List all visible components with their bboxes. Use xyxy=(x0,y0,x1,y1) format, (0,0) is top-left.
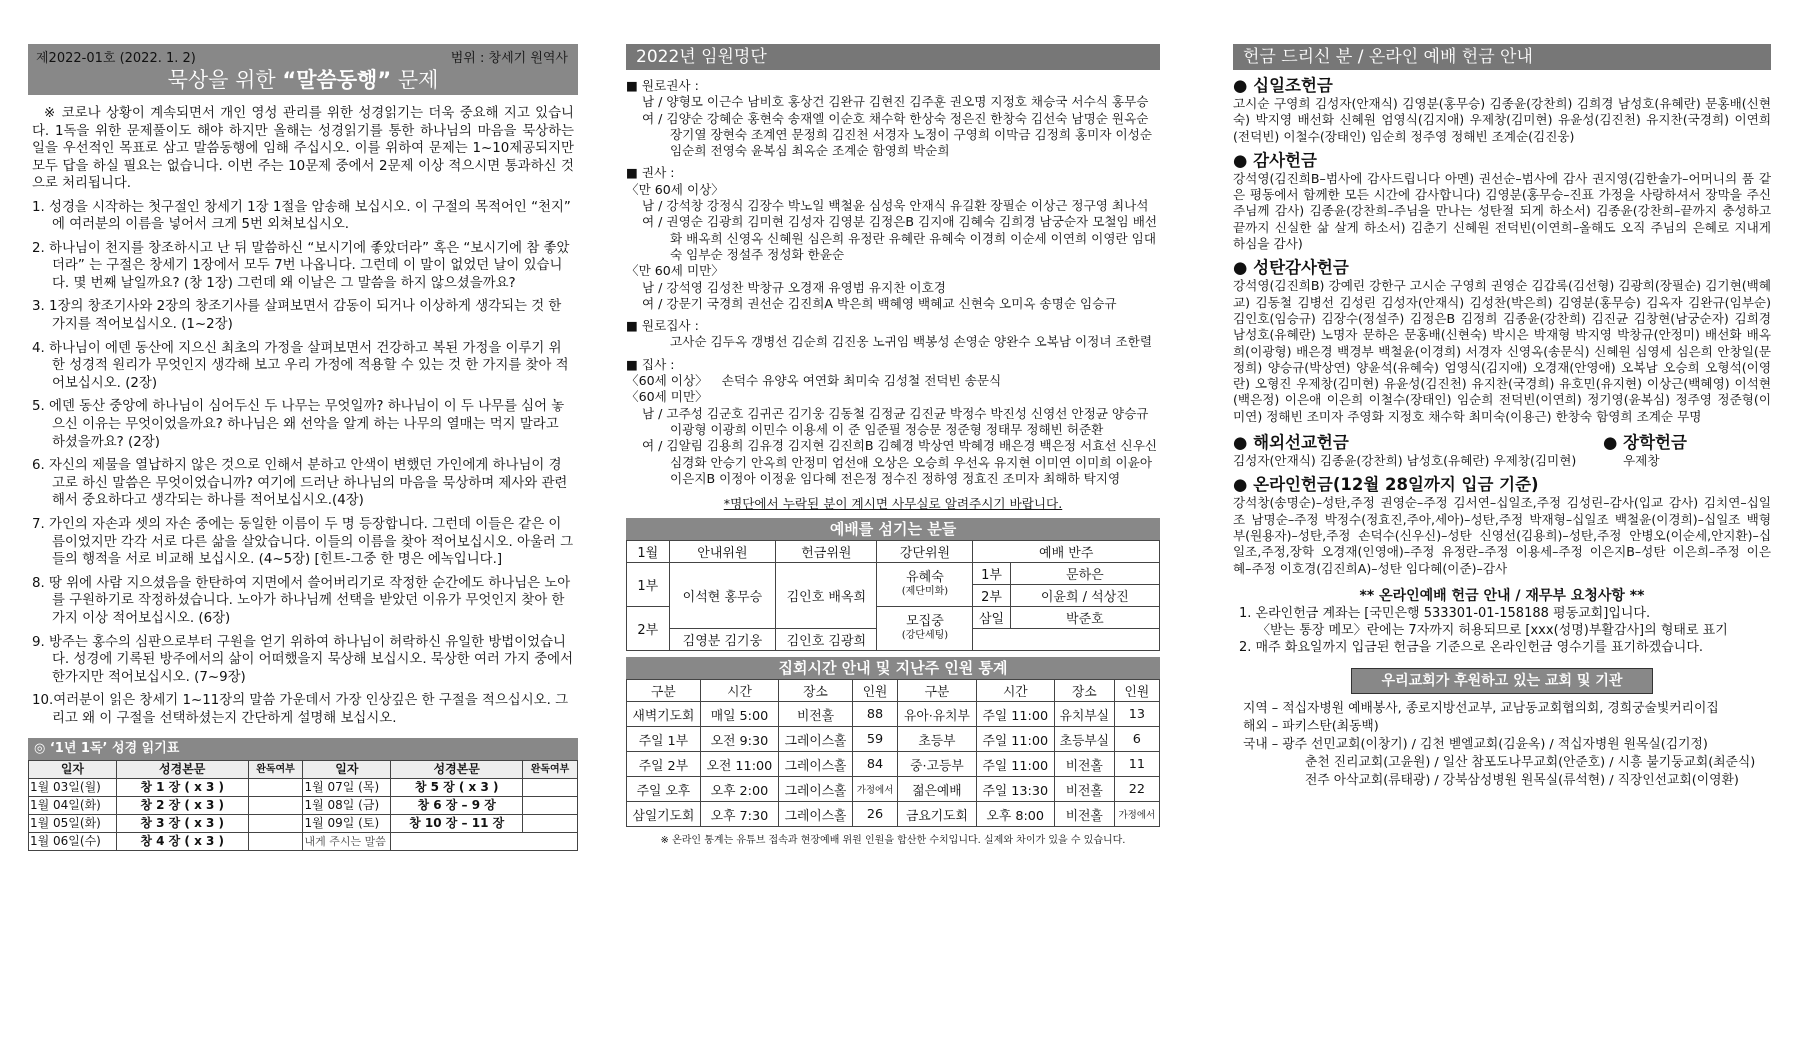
table-cell: 주일 1부 xyxy=(627,727,701,752)
offering-title: 헌금 드리신 분 / 온라인 예배 헌금 안내 xyxy=(1233,44,1771,70)
stats-note: ※ 온라인 통계는 유튜브 접속과 현장예배 위원 인원을 합산한 수치입니다. 실제와 차이가 있을 수 있습니다. xyxy=(660,835,1126,847)
intro-text: ※ 코로나 상황이 계속되면서 개인 영성 관리를 위한 성경읽기는 더욱 중요해 지고 있습니다. 1독을 위한 문제풀이도 해야 하지만 올해는 성경읽기를 통한 하나님의 마음을 묵상하는 일을 우선적인 목표로 삼고 말씀동행에 임해 주십시오. 이를 위하여 문제는 1~10제공되지만 모두 답을 하실 필요는 없습니다. 이번 주는 10문제 중에서 2문제 이상 적으시면 통과하신 것으로 처리됩니다. xyxy=(32,106,574,191)
officer-line: 〈60세 이상〉 손덕수 유양옥 여연화 최미숙 김성철 전덕빈 송문식 xyxy=(626,373,1002,389)
officer-section-heading: ■ 권사 : xyxy=(626,165,675,181)
bible-range: 범위 : 창세기 원역사 xyxy=(450,51,568,66)
done-checkbox[interactable] xyxy=(523,814,578,832)
question-item: 3. 1장의 창조기사와 2장의 창조기사를 살펴보면서 감동이 되거나 이상하게 생각되는 것 한 가지를 적어보십시오. (1~2장) xyxy=(32,299,562,333)
officer-line: 여 / 강문기 국경희 권선순 김진희A 박은희 백혜영 백혜교 신현숙 오미옥 송명순 임승규 xyxy=(642,295,1117,311)
question-item: 8. 땅 위에 사람 지으셨음을 한탄하여 지면에서 쓸어버리기로 작정한 순간에도 하나님은 노아를 구원하기로 작정하셨습니다. 노아가 하나님께 선택을 받았던 이유가 무엇인지 찾아 한 가지 이상 적어보십시오. (6장) xyxy=(32,575,571,626)
table-cell: 유치부실 xyxy=(1054,702,1114,727)
support-line: 지역 – 적십자병원 예배봉사, 종로지방선교부, 교남동교회협의회, 경희궁술빛커리이집 xyxy=(1243,700,1719,716)
tithe-heading: ● 십일조헌금 xyxy=(1233,76,1333,95)
officer-line: 여 / 김알림 김용희 김유경 김지현 김진희B 김혜경 박상연 박혜경 배은경 백은정 서효선 신우신 심경화 안승기 안옥희 안정미 엄선애 오상은 오승희 우선옥 유지현 이미연 이미희 이윤아 이은지B 이정아 이정윤 임다혜 전은정 정수진 정하영 정효진 조미자 최해하 탁지영 xyxy=(642,438,1158,486)
table-header: 구분 xyxy=(898,680,977,702)
table-cell: 오후 7:30 xyxy=(700,802,778,827)
table-header: 시간 xyxy=(976,680,1054,702)
table-header: 시간 xyxy=(700,680,778,702)
table-cell: 주일 11:00 xyxy=(976,727,1054,752)
table-cell: 11 xyxy=(1114,752,1159,777)
officers-column xyxy=(626,44,1160,846)
mission-heading: ● 해외선교헌금 xyxy=(1233,433,1349,453)
table-cell: 비전홀 xyxy=(1054,777,1114,802)
table-cell: 그레이스홀 xyxy=(779,777,853,802)
table-row: 1월 06일(수) 창 4 장 ( x 3 ) 내게 주시는 말씀 xyxy=(29,832,578,850)
mission-names: 김성자(안재식) 김종윤(강찬희) 남성호(유혜란) 우제창(김미현) xyxy=(1233,453,1577,469)
online-guide-title: ** 온라인예배 헌금 안내 / 재무부 요청사항 ** xyxy=(1359,587,1645,604)
done-checkbox[interactable] xyxy=(248,832,303,850)
officers-title: 2022년 임원명단 xyxy=(626,44,1160,70)
support-line: 국내 – 광주 선민교회(이창기) / 김천 벧엘교회(김윤옥) / 적십자병원 원목실(김기정) xyxy=(1243,736,1708,752)
question-item: 6. 자신의 제물을 열납하지 않은 것으로 인해서 분하고 안색이 변했던 가인에게 하나님이 경고로 하신 말씀은 무엇이었습니까? 여기에 드러난 하나님의 마음을 묵상하며 제사와 관련해서 중요하다고 생각되는 하나를 적어보십시오.(4장) xyxy=(32,458,568,509)
table-cell: 88 xyxy=(852,702,897,727)
done-checkbox[interactable] xyxy=(248,814,303,832)
table-cell: 오전 11:00 xyxy=(700,752,778,777)
officer-section-heading: ■ 집사 : xyxy=(626,356,675,372)
officer-line: 남 / 고주성 김군호 김귀곤 김기웅 김동철 김정균 김진균 박정수 박진성 신영선 안정균 양승규 이광형 이광희 이민수 이용세 이 준 임준필 정승문 정준형 정태무 정해빈 허준환 xyxy=(642,405,1149,437)
officer-line: 여 / 김양순 강혜순 홍현숙 송재엘 이순호 채수학 한상숙 정은진 한창숙 김선숙 남명순 원옥순 장기열 장현숙 조계연 문정희 김진천 서경자 노정이 구영희 이막금 김정희 홍미자 이성순 임순희 전영숙 윤복심 최옥순 조계순 함영희 박순희 xyxy=(642,110,1152,159)
table-cell: 주일 2부 xyxy=(627,752,701,777)
table-cell: 비전홀 xyxy=(1054,802,1114,827)
offering-column xyxy=(1233,44,1771,790)
christmas-heading: ● 성탄감사헌금 xyxy=(1233,258,1349,278)
issue-number: 제2022-01호 (2022. 1. 2) xyxy=(36,51,196,66)
table-header: 완독여부 xyxy=(248,760,303,778)
question-item: 9. 방주는 홍수의 심판으로부터 구원을 얻기 위하여 하나님이 허락하신 유일한 방법이었습니다. 성경에 기록된 방주에서의 삶이 어떠했을지 묵상해 보십시오. 묵상한 여러 가지 중에서 한가지만 적어보십시오. (7~9장) xyxy=(32,634,574,685)
question-item: 7. 가인의 자손과 셋의 자손 중에는 동일한 이름이 두 명 등장합니다. 그런데 이들은 같은 이름이었지만 각각 서로 다른 삶을 살았습니다. 이들의 이름을 찾아 적어보십시오. 아울러 그들의 행적을 서로 비교해 보십시오. (4~5장) [힌트-그중 한 명은 에녹입니다.] xyxy=(32,517,574,568)
officer-line: 〈만 60세 이상〉 xyxy=(626,181,724,197)
support-line: 전주 아삭교회(류태광) / 강북삼성병원 원목실(류석현) / 직장인선교회(이영환) xyxy=(1305,772,1739,788)
question-item: 1. 성경을 시작하는 첫구절인 창세기 1장 1절을 암송해 보십시오. 이 구절의 목적어인 “천지” 에 여러분의 이름을 넣어서 크게 5번 외쳐보십시오. xyxy=(32,199,571,233)
officer-line: 남 / 양형모 이근수 남비호 홍상건 김완규 김현진 김주훈 권오명 지정호 채승국 서수식 홍무승 xyxy=(642,94,1149,110)
table-cell: 삼일기도회 xyxy=(627,802,701,827)
table-cell: 그레이스홀 xyxy=(779,727,853,752)
table-row xyxy=(627,802,1160,827)
stats-table xyxy=(626,679,1160,827)
table-header: 구분 xyxy=(627,680,701,702)
table-row xyxy=(627,777,1160,802)
table-cell: 84 xyxy=(852,752,897,777)
tithe-names: 고시순 구영희 김성자(안재식) 김영분(홍무승) 김종윤(강찬희) 김희경 남성호(유혜란) 문홍배(신현숙) 박지영 배선화 신혜원 엄영식(김지애) 우제창(김미현) 유윤성(김진천) 유지찬(국경희) 이연희(전덕빈) 이철수(장태인) 임순희 정주영 정해빈 조계순(김진웅) xyxy=(1233,96,1771,144)
question-item: 4. 하나님이 에덴 동산에 지으신 최초의 가정을 살펴보면서 건강하고 복된 가정을 이루기 위한 성경적 원리가 무엇인지 생각해 보고 우리 가정에 적용할 수 있는 것 한 가지를 찾아 적어보십시오. (2장) xyxy=(32,340,569,391)
support-line: 해외 – 파키스탄(최동백) xyxy=(1243,718,1379,734)
guide-item: 1. 온라인헌금 계좌는 [국민은행 533301-01-158188 평동교회]입니다. xyxy=(1239,605,1651,621)
missing-note: *명단에서 누락된 분이 계시면 사무실로 알려주시기 바랍니다. xyxy=(723,496,1063,512)
online-heading: ● 온라인헌금(12월 28일까지 입금 기준) xyxy=(1233,475,1539,495)
table-cell: 비전홀 xyxy=(1054,752,1114,777)
officer-line: 〈60세 미만〉 xyxy=(626,389,708,405)
question-item: 5. 에덴 동산 중앙에 하나님이 심어두신 두 나무는 무엇일까? 하나님이 이 두 나무를 심어 놓으신 이유는 무엇이었을까요? 하나님은 왜 선악을 알게 하는 나무의 열매는 먹지 말라고 하셨을까요? (2장) xyxy=(32,399,565,450)
table-cell: 새벽기도회 xyxy=(627,702,701,727)
table-header: 인원 xyxy=(1114,680,1159,702)
support-list xyxy=(1233,700,1771,790)
done-checkbox[interactable] xyxy=(248,778,303,796)
christmas-names: 강석영(김진희B) 강예린 강한구 고시순 구영희 권영순 김갑록(김선형) 김광희(장필순) 김기현(백혜교) 김동철 김병선 김성린 김성자(안재식) 김성찬(박은희) 김영분(홍무승) 김옥자 김완규(임부순) 김인호(임승규) 김장수(정설주) 김정은B 김정희 김종윤(강찬희) 김진균 김창현(남궁순자) 김희경 남성호(유혜란) 노명자 문하은 문홍배(신현숙) 박시은 박재형 박지영 박창규(안정미) 배선화 배옥희(이광형) 배은경 백경부 백철윤(이경희) 서경자 신영옥(송문식) 신혜원 심영세 심은희 안창일(문정희) 양승규(박상연) 양윤석(유혜숙) 엄영식(김지애) 오경재(안영애) 오복남 오승희 오형석(이영란) 오형진 우제창(김미현) 유윤성(김진천) 유지찬(국경희) 유호민(유지현) 이상근(백혜영) 이석현(백은정) 이은애 이은희 이철수(장태인) 임순희 전덕빈(이연희) 정기영(윤복심) 정주영 정준형(이미연) 정해빈 조미자 주영화 지정호 채수학 최미숙(이용근) 한창숙 함영희 조계순 무명 xyxy=(1233,278,1771,424)
officer-line: 고사순 김두옥 갱병선 김순희 김진옹 노귀임 백봉성 손영순 양완수 오복남 이정녀 조한렬 xyxy=(670,334,1152,350)
thanks-names: 강석영(김진희B–범사에 감사드립니다 아멘) 권선순–범사에 감사 권지영(김한솔가–어머니의 품 같은 평동에서 함께한 모든 시간에 감사합니다) 김영분(홍무승–진표 가정을 사랑하셔서 장막을 주신 주님께 감사) 김종윤(강찬희–주님을 만나는 성탄절 되게 하소서) 김종윤(강찬희–끝까지 충성하고 끝까지 신실한 삶 살게 하소서) 김춘기 신혜원 전덕빈(이연희–올해도 오직 주님의 은혜로 지내게 하심을 감사) xyxy=(1233,170,1771,252)
question-item: 10.여러분이 읽은 창세기 1~11장의 말씀 가운데서 가장 인상깊은 한 구절을 적으십시오. 그리고 왜 이 구절을 선택하셨는지 간단하게 설명해 보십시오. xyxy=(32,693,569,726)
table-cell: 그레이스홀 xyxy=(779,752,853,777)
table-cell: 중·고등부 xyxy=(898,752,977,777)
table-row: 1월 05일(화) 창 3 장 ( x 3 ) 1월 09일 (토) 창 10 장 – 11 장 xyxy=(29,814,578,832)
officer-line: 〈만 60세 미만〉 xyxy=(626,263,724,279)
table-cell: 오후 2:00 xyxy=(700,777,778,802)
table-header: 일자 xyxy=(303,760,391,778)
officer-line: 남 / 강석창 강정식 김장수 박노일 백철윤 심성욱 안재식 유길환 장필순 이상근 정구영 최나석 xyxy=(642,198,1149,214)
officer-section-heading: ■ 원로집사 : xyxy=(626,318,699,334)
table-header: 성경본문 xyxy=(391,760,523,778)
table-row: 1월 04일(화) 창 2 장 ( x 3 ) 1월 08일 (금) 창 6 장 – 9 장 xyxy=(29,796,578,814)
meditation-column xyxy=(28,44,578,851)
officers-list xyxy=(626,78,1160,487)
thanks-heading: ● 감사헌금 xyxy=(1233,150,1317,170)
question-list xyxy=(28,199,578,728)
guide-item: 2. 매주 화요일까지 입금된 헌금을 기준으로 온라인헌금 영수기를 표기하겠습니다. xyxy=(1239,639,1704,655)
table-header: 인원 xyxy=(852,680,897,702)
table-cell: 26 xyxy=(852,802,897,827)
online-names: 강석창(송명순)–성탄,주정 권영순–주정 김서연–십일조,주정 김성린–감사(입교 감사) 김치연–십일조 남명순–주정 박정수(정효진,주아,세아)–성탄,주정 박재형–십일조 백철윤(이경희)–십일조 백형부(원용자)–성탄,주정 손덕수(신우신)–성탄 신영선(김용희)–성탄,주정 안병오(이순세,안지환)–십일조,주정,장학 오경재(인영애)–주정 유정란–주정 이용세–주정 이은지B–성탄 이은희–주정 이은혜–주정 이호경(김진희A)–성탄 임다혜(이준)–감사 xyxy=(1233,495,1771,576)
support-line: 춘천 진리교회(고윤원) / 일산 참포도나무교회(안준호) / 시흥 불기둥교회(최준식) xyxy=(1305,754,1756,770)
table-cell: 금요기도회 xyxy=(898,802,977,827)
officer-line: 남 / 강석영 김성찬 박창규 오경재 유영범 유지찬 이호경 xyxy=(642,279,946,295)
reading-plan-header: ◎ ‘1년 1독’ 성경 읽기표 xyxy=(28,738,578,760)
guide-item: 〈받는 통장 메모〉란에는 7자까지 허용되므로 [xxx(성명)부활감사]의 형태로 표기 xyxy=(1257,622,1728,638)
question-item: 2. 하나님이 천지를 창조하시고 난 뒤 말씀하신 “보시기에 좋았더라” 혹은 “보시기에 참 좋았더라” 는 구절은 창세기 1장에서 모두 7번 나옵니다. 그런데 이 말이 없었던 날이 있습니다. 몇 번째 날일까요? (창 1장) 그런데 왜 이날은 그 말씀을 하지 않으셨을까요? xyxy=(32,240,570,291)
meditation-title: 묵상을 위한 “말씀동행” 문제 xyxy=(167,68,439,92)
table-cell: 22 xyxy=(1114,777,1159,802)
table-cell: 주일 13:30 xyxy=(976,777,1054,802)
table-cell: 가정에서 xyxy=(852,777,897,802)
table-cell: 오후 8:00 xyxy=(976,802,1054,827)
table-cell: 오전 9:30 xyxy=(700,727,778,752)
table-cell: 6 xyxy=(1114,727,1159,752)
scholarship-names: 우제창 xyxy=(1623,453,1660,469)
meditation-header xyxy=(28,44,578,95)
table-header: 완독여부 xyxy=(523,760,578,778)
table-cell: 13 xyxy=(1114,702,1159,727)
table-cell: 비전홀 xyxy=(779,702,853,727)
table-row xyxy=(627,727,1160,752)
table-header: 일자 xyxy=(29,760,117,778)
done-checkbox[interactable] xyxy=(523,796,578,814)
reading-plan-table xyxy=(28,760,578,851)
table-cell: 젊은예배 xyxy=(898,777,977,802)
table-cell: 가정에서 xyxy=(1114,802,1159,827)
online-guide xyxy=(1233,605,1771,656)
worship-servers-table: 1월 안내위원 헌금위원 강단위원 예배 반주 1부 이석현 홍무승 김인호 배옥희 유혜숙 (제단미화) 1부 문하은 2부 이윤희 / 석상진 2부 모집중 (강단세팅) 삼일 박준호 김영분 김기웅 김인호 김광희 xyxy=(626,540,1160,651)
table-cell: 그레이스홀 xyxy=(779,802,853,827)
table-cell: 59 xyxy=(852,727,897,752)
table-row xyxy=(627,702,1160,727)
table-header: 장소 xyxy=(779,680,853,702)
table-cell: 주일 11:00 xyxy=(976,752,1054,777)
officer-line: 여 / 권영순 김광희 김미현 김성자 김영분 김정은B 김지애 김혜숙 김희경 남궁순자 모철임 배선화 배옥희 신영옥 신혜원 심은희 유정란 유혜란 유혜숙 이경희 이순세 이연희 이영란 임대숙 임부순 정설주 정성화 한윤순 xyxy=(642,214,1158,262)
done-checkbox[interactable] xyxy=(248,796,303,814)
table-cell: 주일 11:00 xyxy=(976,702,1054,727)
stats-header: 집회시간 안내 및 지난주 인원 통계 xyxy=(626,657,1160,679)
table-cell: 유아·유치부 xyxy=(898,702,977,727)
table-row: 1월 03일(월) 창 1 장 ( x 3 ) 1월 07일 (목) 창 5 장 ( x 3 ) xyxy=(29,778,578,796)
done-checkbox[interactable] xyxy=(523,778,578,796)
table-header-row xyxy=(627,680,1160,702)
table-cell: 매일 5:00 xyxy=(700,702,778,727)
table-header: 장소 xyxy=(1054,680,1114,702)
table-header: 성경본문 xyxy=(116,760,248,778)
table-cell: 초등부 xyxy=(898,727,977,752)
table-cell: 초등부실 xyxy=(1054,727,1114,752)
worship-servers-header: 예배를 섬기는 분들 xyxy=(626,518,1160,540)
support-title: 우리교회가 후원하고 있는 교회 및 기관 xyxy=(1351,668,1653,694)
table-cell: 주일 오후 xyxy=(627,777,701,802)
my-verse-field[interactable] xyxy=(391,832,578,850)
officer-section-heading: ■ 원로권사 : xyxy=(626,78,699,93)
scholarship-heading: ● 장학헌금 xyxy=(1603,433,1687,453)
table-row xyxy=(627,752,1160,777)
